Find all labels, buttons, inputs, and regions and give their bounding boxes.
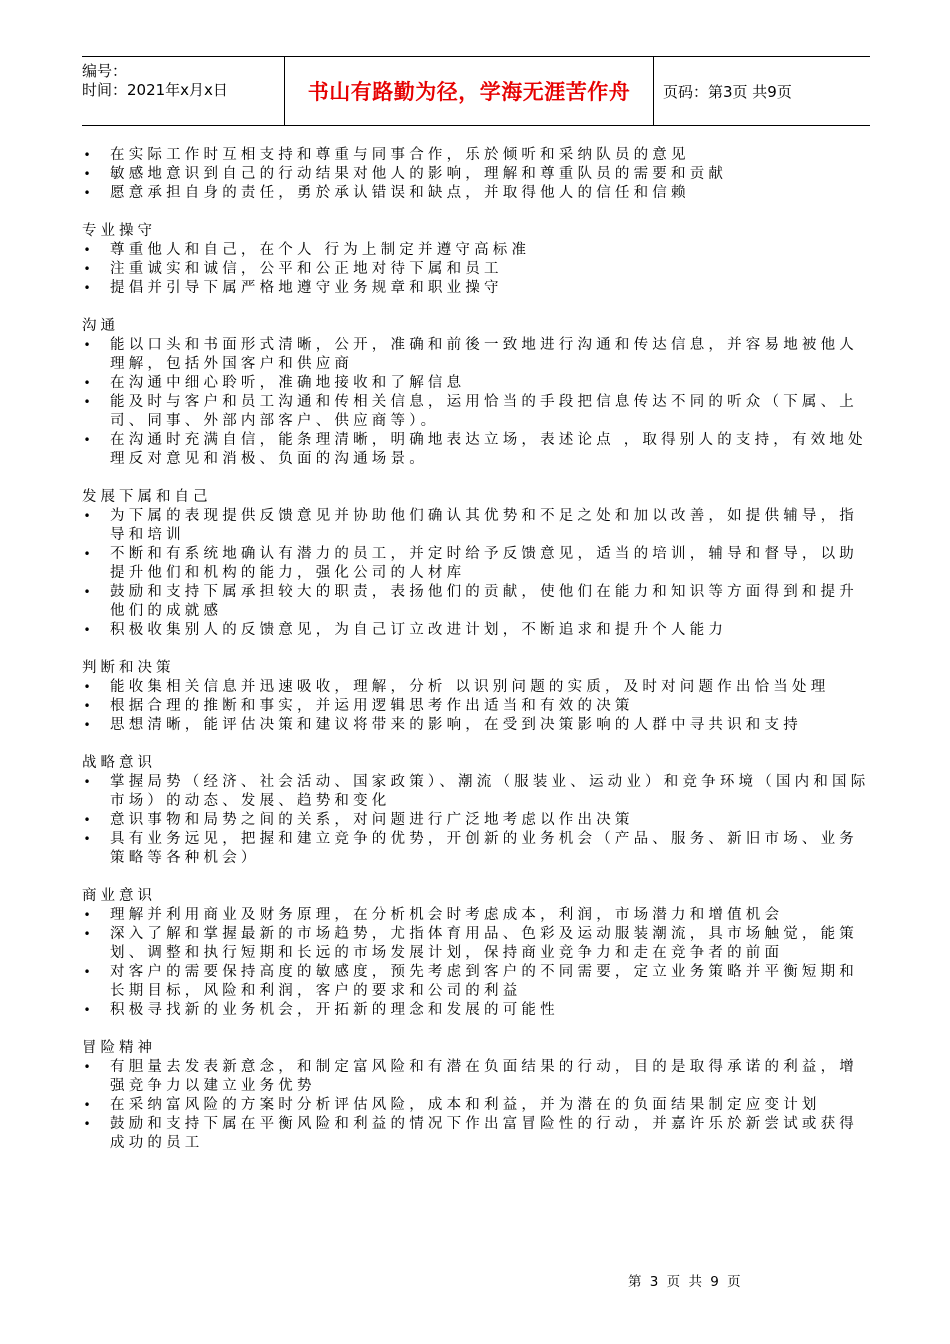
section-title: 冒险精神 bbox=[82, 1040, 156, 1056]
list-item-text: 愿意承担自身的责任，勇於承认错误和缺点，并取得他人的信任和信赖 bbox=[110, 185, 690, 201]
list-item bbox=[82, 773, 872, 811]
bullet-icon: • bbox=[83, 1003, 91, 1017]
list-item-text: 注重诚实和诚信，公平和公正地对待下属和员工 bbox=[110, 261, 503, 277]
bullet-icon: • bbox=[83, 281, 91, 295]
list-item-text: 尊重他人和自己，在个人 行为上制定并遵守高标准 bbox=[110, 242, 531, 258]
list-item bbox=[82, 393, 872, 431]
list-item bbox=[82, 431, 872, 469]
list-item bbox=[82, 830, 872, 868]
list-item bbox=[82, 146, 872, 165]
document-section bbox=[82, 317, 872, 469]
bullet-icon: • bbox=[83, 1117, 91, 1131]
list-item bbox=[82, 697, 872, 716]
list-item-text: 具有业务远见，把握和建立竞争的优势，开创新的业务机会（产品、服务、新旧市场、业务策略等各种机会） bbox=[110, 831, 858, 866]
page-header bbox=[82, 56, 870, 126]
list-item bbox=[82, 963, 872, 1001]
bullet-list bbox=[82, 507, 872, 640]
document-body bbox=[82, 146, 872, 1172]
list-item-text: 鼓励和支持下属承担较大的职责，表扬他们的贡献，使他们在能力和知识等方面得到和提升他们的成就感 bbox=[110, 584, 858, 619]
bullet-icon: • bbox=[83, 376, 91, 390]
list-item bbox=[82, 279, 872, 298]
bullet-icon: • bbox=[83, 243, 91, 257]
header-meta bbox=[82, 57, 284, 125]
document-number-label: 编号： bbox=[82, 62, 128, 80]
list-item-text: 能以口头和书面形式清晰，公开，准确和前後一致地进行沟通和传达信息，并容易地被他人理解，包括外国客户和供应商 bbox=[110, 337, 858, 372]
bullet-icon: • bbox=[83, 547, 91, 561]
list-item bbox=[82, 583, 872, 621]
bullet-icon: • bbox=[83, 623, 91, 637]
bullet-list bbox=[82, 906, 872, 1020]
list-item bbox=[82, 165, 872, 184]
document-time-label: 时间：2021年x月x日 bbox=[82, 81, 228, 99]
list-item-text: 敏感地意识到自己的行动结果对他人的影响，理解和尊重队员的需要和贡献 bbox=[110, 166, 728, 182]
list-item-text: 鼓励和支持下属在平衡风险和利益的情况下作出富冒险性的行动，并嘉许乐於新尝试或获得成功的员工 bbox=[110, 1116, 858, 1151]
list-item bbox=[82, 545, 872, 583]
list-item-text: 不断和有系统地确认有潜力的员工，并定时给予反馈意见，适当的培训，辅导和督导，以助提升他们和机构的能力，强化公司的人材库 bbox=[110, 546, 858, 581]
bullet-icon: • bbox=[83, 167, 91, 181]
document-section bbox=[82, 222, 872, 298]
document-section bbox=[82, 659, 872, 735]
list-item bbox=[82, 811, 872, 830]
list-item bbox=[82, 374, 872, 393]
bullet-icon: • bbox=[83, 395, 91, 409]
section-title: 专业操守 bbox=[82, 223, 156, 239]
list-item bbox=[82, 241, 872, 260]
list-item-text: 有胆量去发表新意念，和制定富风险和有潜在负面结果的行动，目的是取得承诺的利益，增强竞争力以建立业务优势 bbox=[110, 1059, 858, 1094]
list-item bbox=[82, 260, 872, 279]
bullet-list bbox=[82, 773, 872, 868]
bullet-icon: • bbox=[83, 433, 91, 447]
bullet-icon: • bbox=[83, 1098, 91, 1112]
list-item bbox=[82, 1058, 872, 1096]
document-section bbox=[82, 488, 872, 640]
bullet-icon: • bbox=[83, 813, 91, 827]
list-item-text: 在沟通时充满自信，能条理清晰，明确地表达立场，表述论点 ，取得别人的支持，有效地处理反对意见和消极、负面的沟通场景。 bbox=[110, 432, 867, 467]
header-page-code-cell bbox=[654, 57, 870, 125]
list-item bbox=[82, 716, 872, 735]
document-section bbox=[82, 146, 872, 203]
bullet-icon: • bbox=[83, 1060, 91, 1074]
list-item bbox=[82, 336, 872, 374]
list-item-text: 为下属的表现提供反馈意见并协助他们确认其优势和不足之处和加以改善，如提供辅导，指导和培训 bbox=[110, 508, 858, 543]
bullet-icon: • bbox=[83, 927, 91, 941]
list-item-text: 在采纳富风险的方案时分析评估风险，成本和利益，并为潜在的负面结果制定应变计划 bbox=[110, 1097, 821, 1113]
list-item bbox=[82, 1001, 872, 1020]
bullet-icon: • bbox=[83, 699, 91, 713]
bullet-icon: • bbox=[83, 585, 91, 599]
list-item-text: 提倡并引导下属严格地遵守业务规章和职业操守 bbox=[110, 280, 503, 296]
header-motto-cell bbox=[284, 57, 654, 125]
list-item-text: 能及时与客户和员工沟通和传相关信息，运用恰当的手段把信息传达不同的听众（下属、上司、同事、外部内部客户、供应商等）。 bbox=[110, 394, 858, 429]
header-page-code: 页码：第3页 共9页 bbox=[663, 82, 792, 101]
page-footer: 第 3 页 共 9 页 bbox=[628, 1274, 743, 1290]
bullet-icon: • bbox=[83, 680, 91, 694]
document-section bbox=[82, 754, 872, 868]
document-section bbox=[82, 887, 872, 1020]
bullet-icon: • bbox=[83, 718, 91, 732]
bullet-icon: • bbox=[83, 509, 91, 523]
list-item-text: 意识事物和局势之间的关系，对问题进行广泛地考虑以作出决策 bbox=[110, 812, 634, 828]
bullet-list bbox=[82, 146, 872, 203]
list-item bbox=[82, 906, 872, 925]
list-item bbox=[82, 621, 872, 640]
bullet-list bbox=[82, 241, 872, 298]
list-item bbox=[82, 184, 872, 203]
list-item-text: 根据合理的推断和事实，并运用逻辑思考作出适当和有效的决策 bbox=[110, 698, 634, 714]
list-item-text: 在沟通中细心聆听，准确地接收和了解信息 bbox=[110, 375, 466, 391]
section-title: 沟通 bbox=[82, 318, 119, 334]
list-item-text: 深入了解和掌握最新的市场趋势，尤指体育用品、色彩及运动服装潮流，具市场触觉，能策划、调整和执行短期和长远的市场发展计划，保持商业竞争力和走在竞争者的前面 bbox=[110, 926, 858, 961]
list-item-text: 积极收集别人的反馈意见，为自己订立改进计划，不断追求和提升个人能力 bbox=[110, 622, 728, 638]
bullet-icon: • bbox=[83, 908, 91, 922]
list-item bbox=[82, 678, 872, 697]
bullet-list bbox=[82, 336, 872, 469]
section-title: 战略意识 bbox=[82, 755, 156, 771]
bullet-icon: • bbox=[83, 262, 91, 276]
bullet-icon: • bbox=[83, 148, 91, 162]
section-title: 发展下属和自己 bbox=[82, 489, 212, 505]
header-motto: 书山有路勤为径，学海无涯苦作舟 bbox=[307, 80, 631, 104]
bullet-icon: • bbox=[83, 775, 91, 789]
bullet-icon: • bbox=[83, 832, 91, 846]
list-item bbox=[82, 1115, 872, 1153]
list-item bbox=[82, 1096, 872, 1115]
list-item-text: 积极寻找新的业务机会，开拓新的理念和发展的可能性 bbox=[110, 1002, 559, 1018]
list-item-text: 对客户的需要保持高度的敏感度，预先考虑到客户的不同需要，定立业务策略并平衡短期和长期目标，风险和利润，客户的要求和公司的利益 bbox=[110, 964, 858, 999]
bullet-list bbox=[82, 678, 872, 735]
list-item bbox=[82, 925, 872, 963]
bullet-icon: • bbox=[83, 186, 91, 200]
list-item bbox=[82, 507, 872, 545]
section-title: 判断和决策 bbox=[82, 660, 175, 676]
bullet-icon: • bbox=[83, 965, 91, 979]
list-item-text: 掌握局势（经济、社会活动、国家政策）、潮流（服装业、运动业）和竞争环境（国内和国际市场）的动态、发展、趋势和变化 bbox=[110, 774, 870, 809]
bullet-icon: • bbox=[83, 338, 91, 352]
list-item-text: 思想清晰，能评估决策和建议将带来的影响，在受到决策影响的人群中寻共识和支持 bbox=[110, 717, 802, 733]
list-item-text: 理解并利用商业及财务原理，在分析机会时考虑成本，利润，市场潜力和增值机会 bbox=[110, 907, 784, 923]
section-title: 商业意识 bbox=[82, 888, 156, 904]
list-item-text: 在实际工作时互相支持和尊重与同事合作，乐於倾听和采纳队员的意见 bbox=[110, 147, 690, 163]
list-item-text: 能收集相关信息并迅速吸收，理解，分析 以识别问题的实质，及时对问题作出恰当处理 bbox=[110, 679, 830, 695]
bullet-list bbox=[82, 1058, 872, 1153]
document-section bbox=[82, 1039, 872, 1153]
